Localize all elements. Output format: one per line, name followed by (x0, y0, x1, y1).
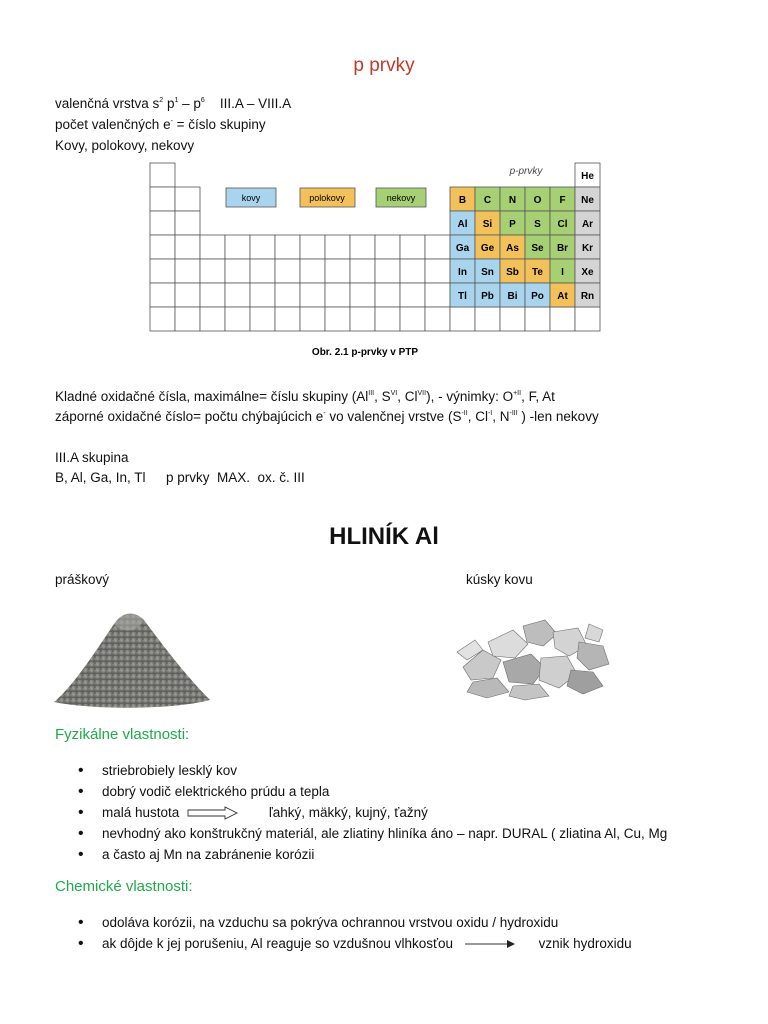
element-symbol: Al (457, 219, 468, 230)
empty-cell (175, 211, 200, 235)
empty-cell (175, 235, 200, 259)
empty-cell (375, 259, 400, 283)
empty-cell (150, 211, 175, 235)
chemical-heading: Chemické vlastnosti: (55, 878, 193, 895)
empty-cell (150, 259, 175, 283)
element-symbol: Si (482, 219, 493, 230)
empty-cell (425, 283, 450, 307)
element-symbol: At (557, 291, 568, 302)
hollow-arrow-icon (187, 806, 239, 820)
element-symbol: Sb (506, 267, 519, 278)
svg-text:kovy: kovy (241, 193, 261, 203)
svg-text:nekovy: nekovy (386, 193, 416, 203)
empty-cell (425, 235, 450, 259)
empty-cell (300, 283, 325, 307)
element-symbol: N (508, 195, 517, 206)
page-title: p prvky (353, 55, 415, 76)
aluminium-powder-image (52, 602, 212, 714)
empty-cell (175, 259, 200, 283)
intro-line-types: Kovy, polokovy, nekovy (55, 138, 195, 153)
empty-cell (225, 307, 250, 331)
intro-line-valence: valenčná vrstva $s^2$ $p^1 - p^6$ III.A – VIII.A (55, 96, 292, 111)
empty-cell (450, 307, 475, 331)
element-symbol: Cl (557, 219, 568, 230)
empty-cell (300, 307, 325, 331)
empty-cell (200, 259, 225, 283)
p-block (450, 163, 600, 307)
empty-cell (275, 235, 300, 259)
element-symbol: Te (532, 267, 543, 278)
empty-cell (175, 283, 200, 307)
empty-cell (575, 307, 600, 331)
empty-cell (350, 283, 375, 307)
powder-label: práškový (55, 572, 110, 587)
element-symbol: Br (556, 243, 569, 254)
empty-cell (350, 259, 375, 283)
empty-cell (225, 235, 250, 259)
empty-cell (400, 283, 425, 307)
legend-metals (226, 188, 276, 207)
empty-cell (150, 187, 175, 211)
empty-cell (250, 283, 275, 307)
element-symbol: Sn (481, 267, 494, 278)
element-symbol: O (533, 195, 542, 206)
empty-cell (325, 283, 350, 307)
empty-cell (500, 307, 525, 331)
group-heading: III.A skupina (55, 450, 129, 465)
empty-cell (375, 307, 400, 331)
list-item: • nevhodný ako konštrukčný materiál, ale zliatiny hliníka áno – napr. DURAL ( zliatina Al, Cu, Mg (78, 823, 667, 844)
element-symbol: Pb (481, 291, 494, 302)
element-symbol: He (581, 171, 594, 182)
element-symbol: Ge (480, 243, 495, 254)
list-item: • striebrobiely lesklý kov (78, 760, 667, 781)
empty-cell (150, 163, 175, 187)
list-item: • dobrý vodič elektrického prúdu a tepla (78, 781, 667, 802)
empty-cell (200, 307, 225, 331)
empty-cell (425, 307, 450, 331)
empty-cell (400, 259, 425, 283)
legend-metalloids (300, 188, 355, 207)
empty-cell (425, 259, 450, 283)
empty-cell (475, 307, 500, 331)
empty-cell (375, 283, 400, 307)
empty-cell (150, 283, 175, 307)
list-item: • odoláva korózii, na vzduchu sa pokrýva ochrannou vrstvou oxidu / hydroxidu (78, 912, 632, 933)
empty-cell (275, 259, 300, 283)
empty-cell (375, 235, 400, 259)
group-elements: B, Al, Ga, In, Tl (55, 470, 146, 485)
aluminium-pieces-image (453, 612, 615, 702)
empty-cell (275, 307, 300, 331)
chemical-list (78, 912, 632, 954)
legend-nonmetals (376, 188, 426, 207)
empty-cell (400, 307, 425, 331)
svg-text:polokovy: polokovy (309, 193, 345, 203)
element-symbol: Ne (581, 195, 594, 206)
empty-cell (225, 283, 250, 307)
empty-cell (200, 283, 225, 307)
oxidation-negative: záporné oxidačné číslo= počtu chýbajúcich e- vo valenčnej vrstve ($S^{-II}$, $Cl^{-I}$, $N^{-III}$ ) -len nekovy (55, 409, 599, 424)
element-symbol: C (483, 195, 492, 206)
physical-heading: Fyzikálne vlastnosti: (55, 726, 190, 743)
empty-cell (550, 307, 575, 331)
periodic-table-figure (140, 157, 610, 362)
list-item: • ak dôjde k jej porušeniu, Al reaguje so vzdušnou vlhkosťou vznik hydroxidu (78, 933, 632, 954)
empty-cell (325, 307, 350, 331)
element-symbol: Bi (507, 291, 518, 302)
empty-cell (525, 307, 550, 331)
p-block-label: p-prvky (509, 166, 543, 177)
oxidation-positive: Kladné oxidačné čísla, maximálne= číslu skupiny ($Al^{III}$, $S^{VI}$, $Cl^{VII}$), - výnimky: $O^{+II}$, F, At (55, 389, 555, 404)
element-symbol: I (561, 267, 564, 278)
empty-cell (325, 235, 350, 259)
empty-cell (225, 259, 250, 283)
element-symbol: Ga (455, 243, 470, 254)
figure-caption: Obr. 2.1 p-prvky v PTP (311, 347, 419, 358)
element-symbol: Xe (581, 267, 594, 278)
element-symbol: Ar (581, 219, 594, 230)
empty-cell (250, 235, 275, 259)
section-title-aluminium: HLINÍK Al (329, 523, 439, 550)
element-symbol: Po (531, 291, 544, 302)
empty-cell (350, 235, 375, 259)
element-symbol: P (509, 219, 516, 230)
element-symbol: In (458, 267, 467, 278)
empty-cell (350, 307, 375, 331)
element-symbol: B (458, 195, 467, 206)
group-note: p prvky MAX. ox. č. III (166, 470, 305, 485)
empty-cell (175, 307, 200, 331)
empty-cell (325, 259, 350, 283)
empty-cell (175, 187, 200, 211)
element-symbol: F (559, 195, 566, 206)
element-symbol: Rn (580, 291, 595, 302)
empty-cell (250, 259, 275, 283)
element-symbol: Kr (581, 243, 594, 254)
arrow-right-icon (465, 939, 515, 949)
empty-cell (200, 235, 225, 259)
empty-cell (275, 283, 300, 307)
element-symbol: As (506, 243, 519, 254)
empty-cell (150, 307, 175, 331)
pieces-label: kúsky kovu (466, 572, 533, 587)
list-item-continuation: • a často aj Mn na zabránenie korózii (78, 844, 667, 865)
list-item: • malá hustota ľahký, mäkký, kujný, ťažný (78, 802, 667, 823)
element-symbol: S (534, 219, 541, 230)
empty-cell (300, 259, 325, 283)
element-symbol: Se (531, 243, 544, 254)
element-symbol: Tl (458, 291, 467, 302)
physical-list (78, 760, 667, 865)
empty-cell (250, 307, 275, 331)
empty-cell (150, 235, 175, 259)
empty-cell (300, 235, 325, 259)
empty-cell (400, 235, 425, 259)
intro-line-electrons: počet valenčných e- = číslo skupiny (55, 117, 266, 132)
